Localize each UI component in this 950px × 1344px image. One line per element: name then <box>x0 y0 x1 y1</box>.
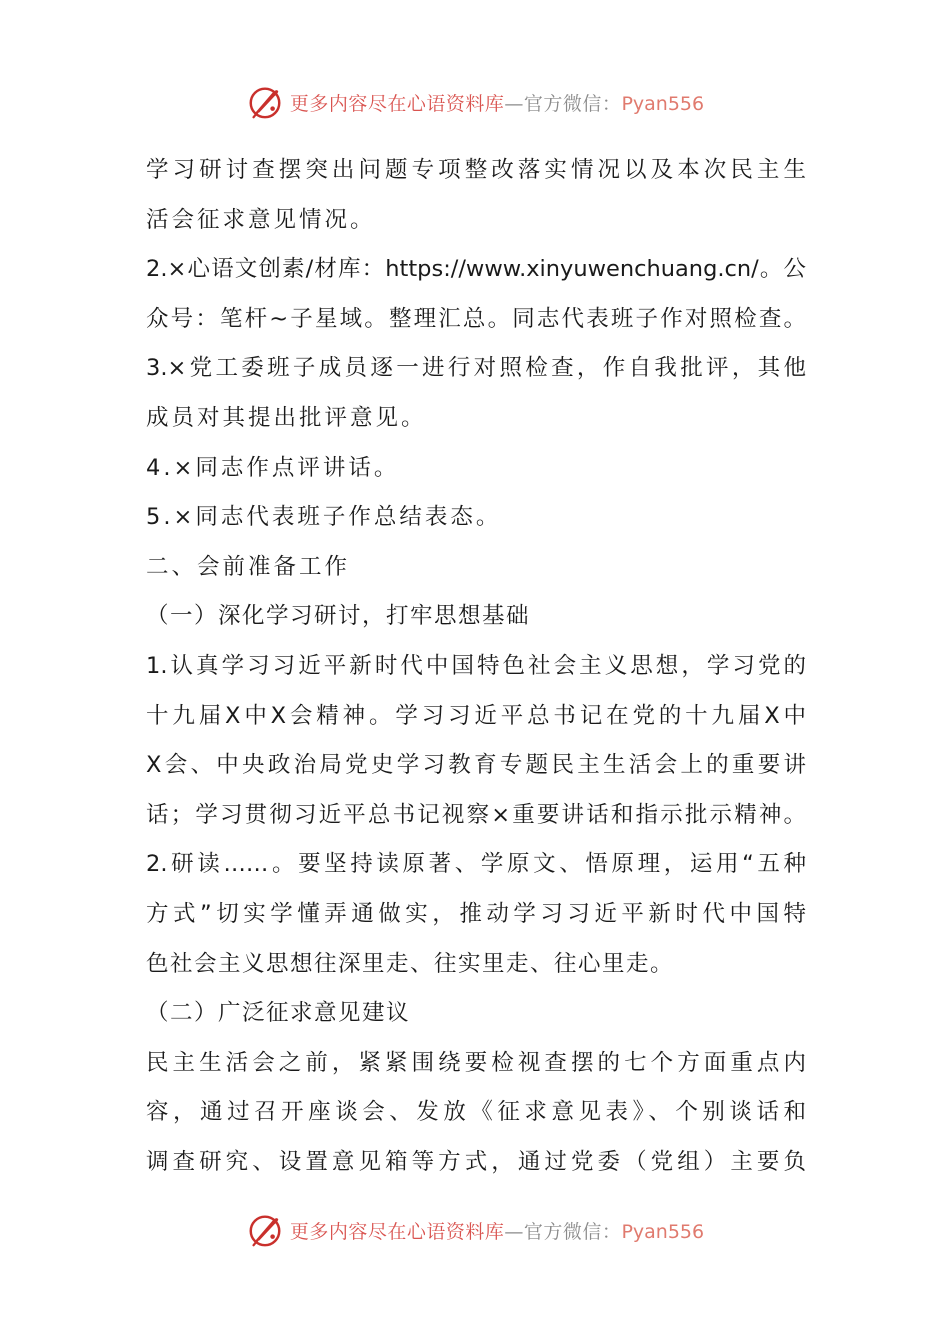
text-line-21: 调查研究、设置意见箱等方式，通过党委（党组）主要负 <box>146 1148 806 1175</box>
text-line-1: 学习研讨查摆突出问题专项整改落实情况以及本次民主生 <box>146 157 806 183</box>
text-line-20: 容，通过召开座谈会、发放《征求意见表》、个别谈话和 <box>146 1099 806 1126</box>
text-line-16: 方式”切实学懂弄通做实，推动学习习近平新时代中国特 <box>146 900 806 927</box>
banner-text <box>290 1217 704 1244</box>
text-line-8: 5.×同志代表班子作总结表态。 <box>146 504 502 531</box>
banner-brand: 更多内容尽在心语资料库 <box>289 1220 505 1243</box>
banner-wechat-label: 官方微信： <box>523 92 622 115</box>
quill-pen-icon <box>246 1211 284 1249</box>
text-line-14: 话；学习贯彻习近平总书记视察×重要讲话和指示批示精神。 <box>146 801 806 828</box>
text-line-13: X会、中央政治局党史学习教育专题民主生活会上的重要讲 <box>146 752 806 779</box>
banner-brand: 更多内容尽在心语资料库 <box>289 92 505 115</box>
banner-wechat-label: 官方微信： <box>523 1220 622 1243</box>
subsection-heading-1: （一）深化学习研讨，打牢思想基础 <box>146 603 531 630</box>
text-line-3: 2.×心语文创素/材库：https://www.xinyuwenchuang.cn/。公 <box>146 256 806 283</box>
header-banner <box>0 80 950 124</box>
text-line-2: 活会征求意见情况。 <box>146 206 376 233</box>
banner-wechat-id: Pyan556 <box>621 92 705 115</box>
document-body <box>146 146 806 1187</box>
quill-pen-icon <box>246 83 284 121</box>
text-line-4: 众号：笔杆~子星域。整理汇总。同志代表班子作对照检查。 <box>146 305 806 332</box>
text-line-7: 4.×同志作点评讲话。 <box>146 454 400 481</box>
banner-dash: — <box>504 1220 524 1243</box>
subsection-heading-2: （二）广泛征求意见建议 <box>146 1000 411 1027</box>
section-heading-2: 二、会前准备工作 <box>146 553 351 580</box>
text-line-11: 1.认真学习习近平新时代中国特色社会主义思想，学习党的 <box>146 652 806 679</box>
text-line-17: 色社会主义思想往深里走、往实里走、往心里走。 <box>146 950 675 977</box>
text-line-19: 民主生活会之前，紧紧围绕要检视查摆的七个方面重点内 <box>146 1049 806 1076</box>
text-line-12: 十九届X中X会精神。学习习近平总书记在党的十九届X中 <box>146 702 806 729</box>
banner-wechat-id: Pyan556 <box>621 1220 705 1243</box>
banner-text <box>290 89 704 116</box>
text-line-15: 2.研读……。要坚持读原著、学原文、悟原理，运用“五种 <box>146 851 806 878</box>
text-line-5: 3.×党工委班子成员逐一进行对照检查，作自我批评，其他 <box>146 355 806 382</box>
text-line-6: 成员对其提出批评意见。 <box>146 404 427 431</box>
banner-dash: — <box>504 92 524 115</box>
footer-banner <box>0 1208 950 1252</box>
